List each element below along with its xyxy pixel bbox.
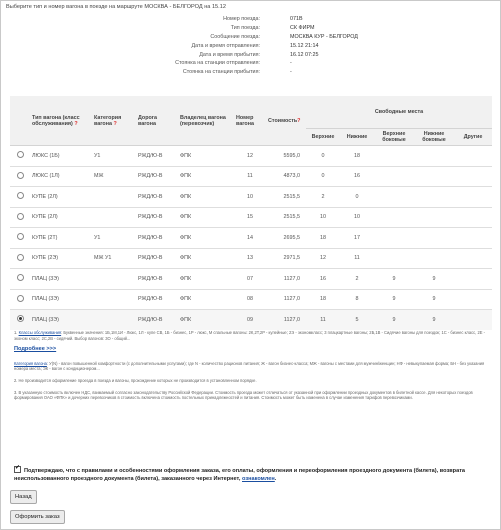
- carriage-radio[interactable]: [17, 172, 24, 179]
- seats-lower: 8: [340, 289, 374, 310]
- carriage-radio[interactable]: [17, 213, 24, 220]
- carriage-cost: 4873,0: [266, 166, 306, 187]
- seats-upper-side: 9: [374, 269, 414, 290]
- other-header: Другие: [454, 129, 492, 146]
- carriage-owner: ФПК: [178, 146, 234, 167]
- carriage-type: ПЛАЦ (3Э): [30, 289, 92, 310]
- carriage-table: [10, 96, 492, 330]
- carriage-road: РЖД/Ю-В: [136, 289, 178, 310]
- note-3: 3. В указанную стоимость включен НДС, взимаемый согласно законодательству Российской Федерации. Стоимость проезда может отличаться от указанной при оформлении проездных документов в билетной кассе. Для некоторых поездов формирования ОАО «ФПК» и дочерних перевозчиков в стоимость включена стоимость постельных принадлежностей и питания. Стоимость может быть изменена в случае изменения тарифов перевозчиками.: [14, 389, 473, 401]
- carriage-category: [92, 269, 136, 290]
- seats-lower-side: 9: [414, 289, 454, 310]
- carriage-type: ЛЮКС (1Б): [30, 146, 92, 167]
- carriage-cost: 2515,5: [266, 207, 306, 228]
- seats-upper: 12: [306, 248, 340, 269]
- carriage-category: МЖ: [92, 166, 136, 187]
- rules-link[interactable]: ознакомлен: [242, 476, 275, 482]
- seats-upper: 18: [306, 289, 340, 310]
- carriage-number: 14: [234, 228, 266, 249]
- info-value: -: [290, 69, 292, 76]
- lower-side-header: Нижние боковые: [414, 129, 454, 146]
- carriage-road: РЖД/Ю-В: [136, 166, 178, 187]
- carriage-road: РЖД/Ю-В: [136, 207, 178, 228]
- select-cell: [10, 269, 30, 290]
- seats-lower: 5: [340, 310, 374, 330]
- info-row: [140, 68, 380, 77]
- select-cell: [10, 228, 30, 249]
- carriage-road: РЖД/Ю-В: [136, 187, 178, 208]
- seats-upper: 18: [306, 228, 340, 249]
- carriage-category: У1: [92, 146, 136, 167]
- info-label: Номер поезда:: [223, 16, 260, 22]
- seats-lower-side: [414, 207, 454, 228]
- carriage-cost: 1127,0: [266, 310, 306, 330]
- info-value: -: [290, 60, 292, 67]
- seats-other: [454, 269, 492, 290]
- carriage-number: 11: [234, 166, 266, 187]
- carriage-radio[interactable]: [17, 315, 24, 322]
- seats-lower: 18: [340, 146, 374, 167]
- seats-upper-side: [374, 166, 414, 187]
- info-row: [140, 59, 380, 68]
- info-row: [140, 51, 380, 60]
- info-value: СК ФИРМ: [290, 24, 315, 31]
- seats-other: [454, 187, 492, 208]
- confirm-checkbox[interactable]: [14, 466, 21, 473]
- carriage-cost: 1127,0: [266, 289, 306, 310]
- seats-lower-side: [414, 228, 454, 249]
- seats-upper-side: [374, 248, 414, 269]
- table-row[interactable]: [10, 166, 492, 187]
- info-label: Стоянка на станции отправления:: [175, 60, 260, 67]
- table-row[interactable]: [10, 310, 492, 330]
- seats-lower: 10: [340, 207, 374, 228]
- carriage-type: КУПЕ (2Л): [30, 207, 92, 228]
- seats-lower-side: 9: [414, 269, 454, 290]
- carriage-radio[interactable]: [17, 274, 24, 281]
- select-column-header: [10, 96, 30, 146]
- carriage-radio[interactable]: [17, 233, 24, 240]
- select-cell: [10, 146, 30, 167]
- note-2: 2. Не производится оформление проезда в поезда и вагоны, прохождение которых не производится в установленном порядке.: [14, 377, 257, 383]
- note-category: Категория вагона: У(N) - вагон повышенной комфортности (с дополнительными услугами); где N - количество рационов питания; Ж - вагон бизнес-класса; МЖ - вагоны с местами для мужчин/женщин; НФ - невыкупаемая форма; БН - без указания номера места; ЭК - вагон с кондиционером...: [14, 360, 485, 372]
- carriage-owner: ФПК: [178, 187, 234, 208]
- carriage-road: РЖД/Ю-В: [136, 310, 178, 330]
- table-header-row: [10, 96, 492, 129]
- seats-upper-side: 9: [374, 310, 414, 330]
- table-row[interactable]: [10, 228, 492, 249]
- carriage-number: 07: [234, 269, 266, 290]
- seats-upper-side: [374, 187, 414, 208]
- info-row: [140, 15, 380, 24]
- road-header: Дорога вагона: [136, 96, 178, 146]
- confirm-block: ✓Подтверждаю, что с правилами и особенностями оформления заказа, его оплаты, оформления и переоформления проездного документа (билета), возврата неиспользованного проездного документа (билета), заказанного через Интернет, ознакомлен.: [14, 466, 490, 483]
- more-link[interactable]: Подробнее >>>: [14, 346, 57, 353]
- number-header: Номер вагона: [234, 96, 266, 146]
- cost-header[interactable]: Стоимость?: [266, 96, 306, 146]
- seats-upper: 11: [306, 310, 340, 330]
- carriage-owner: ФПК: [178, 166, 234, 187]
- seats-other: [454, 207, 492, 228]
- info-value: 16.12 07:25: [290, 51, 319, 58]
- info-value: 15.12 21:14: [290, 42, 319, 49]
- carriage-road: РЖД/Ю-В: [136, 146, 178, 167]
- seats-lower-side: [414, 146, 454, 167]
- upper-header: Верхние: [306, 129, 340, 146]
- carriage-cost: 1127,0: [266, 269, 306, 290]
- info-row: [140, 42, 380, 51]
- carriage-category: [92, 207, 136, 228]
- seats-other: [454, 146, 492, 167]
- seats-lower-side: [414, 166, 454, 187]
- seats-lower: 0: [340, 187, 374, 208]
- back-button[interactable]: Назад: [10, 490, 37, 504]
- carriage-owner: ФПК: [178, 228, 234, 249]
- seats-lower-side: 9: [414, 310, 454, 330]
- select-cell: [10, 207, 30, 228]
- carriage-type: КУПЕ (2Т): [30, 228, 92, 249]
- seats-lower: 2: [340, 269, 374, 290]
- carriage-radio[interactable]: [17, 192, 24, 199]
- page-title: Выберите тип и номер вагона в поезде на маршруте МОСКВА - БЕЛГОРОД на 15.12: [6, 4, 226, 10]
- info-label: Дата и время прибытия:: [199, 51, 260, 58]
- seats-upper: 2: [306, 187, 340, 208]
- notes: [14, 330, 492, 407]
- info-value: 071В: [290, 16, 303, 22]
- carriage-road: РЖД/Ю-В: [136, 248, 178, 269]
- train-info: [140, 15, 380, 77]
- seats-lower: 11: [340, 248, 374, 269]
- carriage-type: ЛЮКС (1Л): [30, 166, 92, 187]
- carriage-cost: 2971,5: [266, 248, 306, 269]
- seats-other: [454, 166, 492, 187]
- upper-side-header: Верхние боковые: [374, 129, 414, 146]
- service-classes-link[interactable]: Классы обслуживания: [18, 330, 62, 335]
- carriage-cost: 2515,5: [266, 187, 306, 208]
- select-cell: [10, 310, 30, 330]
- carriage-owner: ФПК: [178, 289, 234, 310]
- carriage-category: МЖ У1: [92, 248, 136, 269]
- carriage-number: 09: [234, 310, 266, 330]
- note-classes: 1. Классы обслуживания: Буквенные значения: 1Б,1М,1И - Люкс, 1Л - купе СВ, 1Б - бизнес, 1Р - люкс, М спальные вагоны: 2К,2Т,2Р - купейные; 2Э - экономкласс; 3 плацкартные вагоны; 2Б,1В - Сидячие вагоны для поездок; 1С - бизнес класс, 2Е - эконом класс; 2С,2В - сидячий. Выбор вагонов: 3О - общий...: [14, 330, 485, 341]
- seats-upper: 0: [306, 146, 340, 167]
- order-button[interactable]: Оформить заказ: [10, 510, 65, 524]
- carriage-number: 12: [234, 146, 266, 167]
- carriage-category: [92, 289, 136, 310]
- carriage-owner: ФПК: [178, 207, 234, 228]
- carriage-radio[interactable]: [17, 295, 24, 302]
- seats-upper-side: [374, 228, 414, 249]
- table-row[interactable]: [10, 269, 492, 290]
- carriage-category: [92, 187, 136, 208]
- seats-upper: 0: [306, 166, 340, 187]
- carriage-category: У1: [92, 228, 136, 249]
- carriage-type: ПЛАЦ (3Э): [30, 269, 92, 290]
- carriage-radio[interactable]: [17, 254, 24, 261]
- carriage-type: ПЛАЦ (3Э): [30, 310, 92, 330]
- free-seats-header: Свободные места: [306, 96, 492, 129]
- table-row[interactable]: [10, 187, 492, 208]
- carriage-cost: 2695,5: [266, 228, 306, 249]
- carriage-owner: ФПК: [178, 310, 234, 330]
- carriage-road: РЖД/Ю-В: [136, 269, 178, 290]
- info-label: Сообщение поезда:: [210, 33, 260, 40]
- seats-upper: 10: [306, 207, 340, 228]
- seats-upper-side: [374, 207, 414, 228]
- info-label: Стоянка на станции прибытия:: [182, 69, 260, 76]
- seats-upper-side: 9: [374, 289, 414, 310]
- carriage-road: РЖД/Ю-В: [136, 228, 178, 249]
- carriage-number: 08: [234, 289, 266, 310]
- info-row: [140, 24, 380, 33]
- category-header: Категория вагона ?: [92, 96, 136, 146]
- seats-lower: 16: [340, 166, 374, 187]
- seats-other: [454, 228, 492, 249]
- carriage-category: [92, 310, 136, 330]
- seats-upper: 16: [306, 269, 340, 290]
- info-value: МОСКВА КУР - БЕЛГОРОД: [290, 33, 358, 40]
- carriage-cost: 5595,0: [266, 146, 306, 167]
- info-label: Тип поезда:: [230, 24, 260, 31]
- info-label: Дата и время отправления:: [191, 42, 260, 49]
- table-row[interactable]: [10, 207, 492, 228]
- carriage-number: 15: [234, 207, 266, 228]
- type-header: Тип вагона (класс обслуживания) ?: [30, 96, 92, 146]
- seats-other: [454, 310, 492, 330]
- carriage-type: КУПЕ (2Л): [30, 187, 92, 208]
- table-row[interactable]: [10, 248, 492, 269]
- owner-header: Владелец вагона (перевозчик): [178, 96, 234, 146]
- carriage-owner: ФПК: [178, 269, 234, 290]
- carriage-number: 13: [234, 248, 266, 269]
- select-cell: [10, 166, 30, 187]
- info-row: [140, 33, 380, 42]
- seats-lower-side: [414, 187, 454, 208]
- table-row[interactable]: [10, 146, 492, 167]
- seats-other: [454, 289, 492, 310]
- carriage-owner: ФПК: [178, 248, 234, 269]
- select-cell: [10, 248, 30, 269]
- seats-lower-side: [414, 248, 454, 269]
- select-cell: [10, 289, 30, 310]
- carriage-type: КУПЕ (2Э): [30, 248, 92, 269]
- seats-other: [454, 248, 492, 269]
- carriage-number: 10: [234, 187, 266, 208]
- lower-header: Нижние: [340, 129, 374, 146]
- seats-lower: 17: [340, 228, 374, 249]
- carriage-radio[interactable]: [17, 151, 24, 158]
- seats-upper-side: [374, 146, 414, 167]
- category-link[interactable]: Категория вагона: [14, 360, 47, 366]
- table-row[interactable]: [10, 289, 492, 310]
- select-cell: [10, 187, 30, 208]
